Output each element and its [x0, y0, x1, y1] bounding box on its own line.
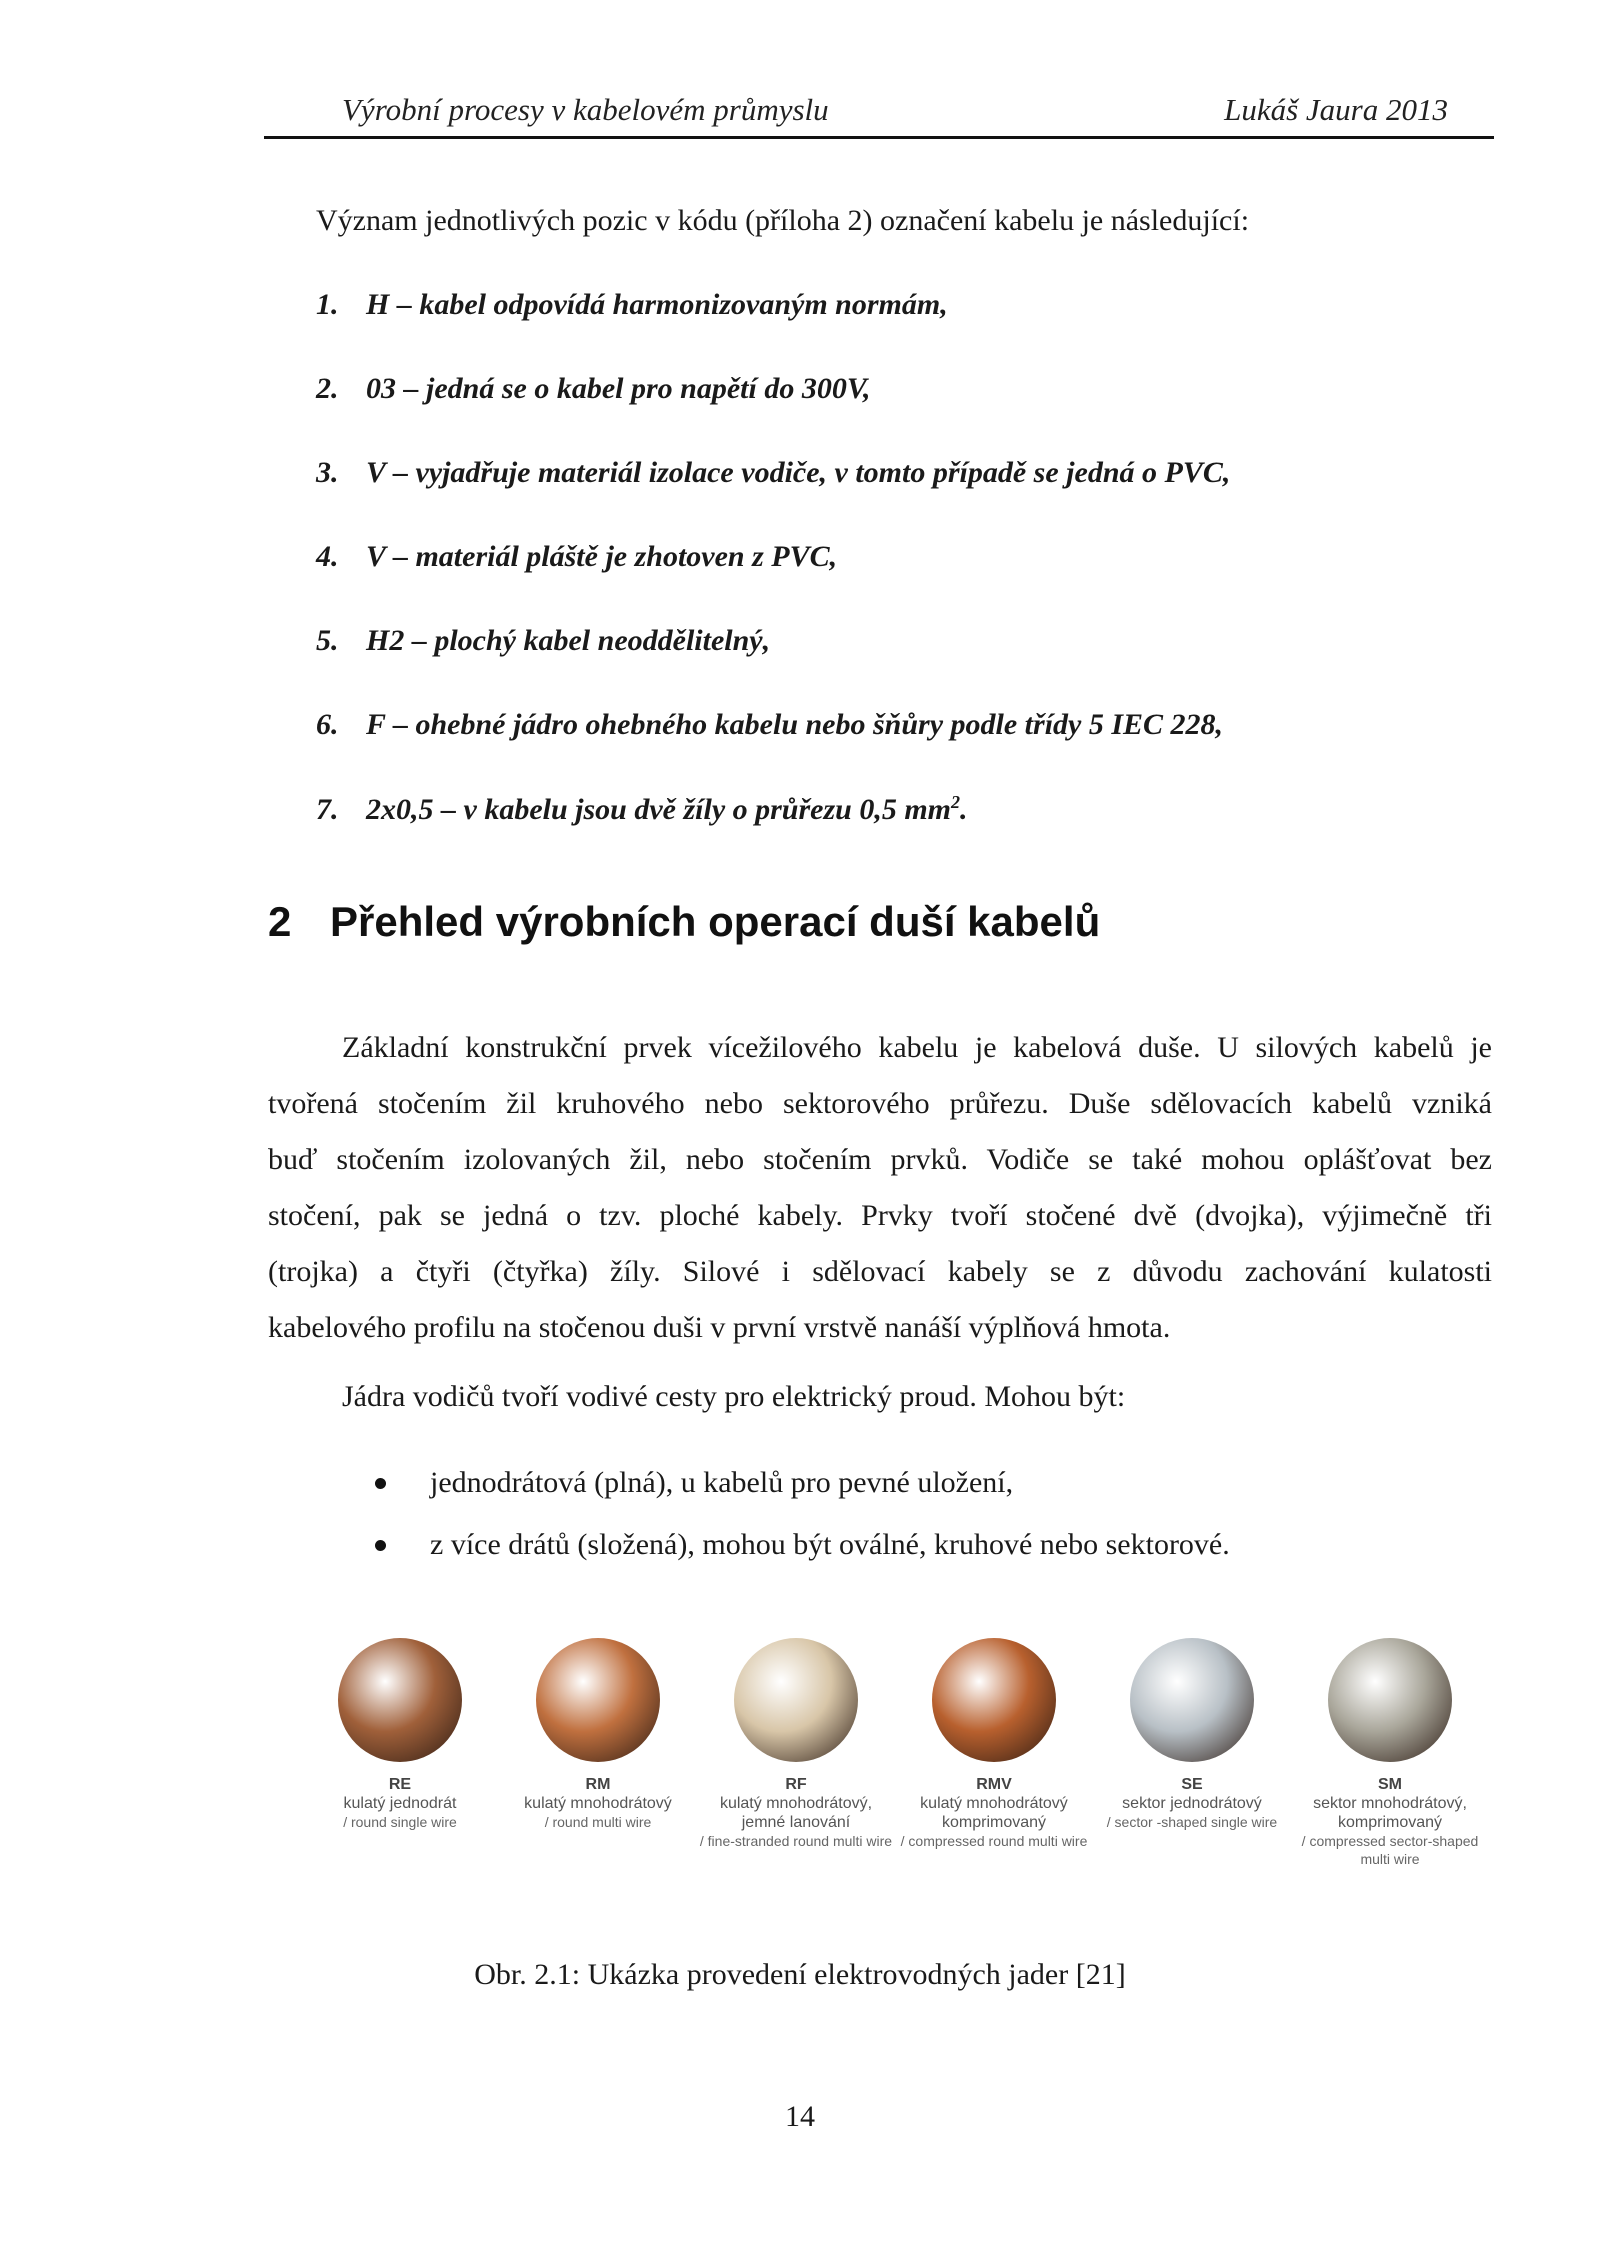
header-author-year: Lukáš Jaura 2013: [1224, 92, 1448, 127]
paragraph-line: kabelového profilu na stočenou duši v první vrstvě nanáší výplňová hmota.: [268, 1311, 1171, 1344]
figure-item: RF kulatý mnohodrátový, jemné lanování / fine-stranded round multi wire: [696, 1638, 896, 1850]
list-item: 7. 2x0,5 – v kabelu jsou dvě žíly o průřezu 0,5 $mm^2$.: [316, 792, 968, 826]
paragraph-line: tvořená stočením žil kruhového nebo sektorového průřezu. Duše sdělovacích kabelů vzniká: [268, 1087, 1492, 1120]
paragraph-line: Základní konstrukční prvek vícežilového kabelu je kabelová duše. U silových kabelů je: [342, 1031, 1492, 1064]
section-number: 2: [268, 898, 292, 945]
conductor-photo-icon: [338, 1638, 462, 1762]
page-number: 14: [785, 2100, 815, 2133]
list-item: 1. H – kabel odpovídá harmonizovaným normám,: [316, 288, 948, 321]
figure-item: RMV kulatý mnohodrátový komprimovaný / compressed round multi wire: [894, 1638, 1094, 1850]
list-item: 2. 03 – jedná se o kabel pro napětí do 300V,: [316, 372, 871, 405]
header-title: Výrobní procesy v kabelovém průmyslu: [342, 92, 829, 127]
figure-caption: Obr. 2.1: Ukázka provedení elektrovodných jader [21]: [474, 1958, 1126, 1991]
figure-item: RE kulatý jednodrát / round single wire: [300, 1638, 500, 1831]
paragraph-line: stočení, pak se jedná o tzv. ploché kabely. Prvky tvoří stočené dvě (dvojka), výjimečně tři: [268, 1199, 1492, 1232]
conductor-photo-icon: [1328, 1638, 1452, 1762]
bullet-icon: [375, 1540, 386, 1551]
section-heading: [268, 898, 1100, 946]
figure-item: SE sektor jednodrátový / sector -shaped single wire: [1092, 1638, 1292, 1831]
conductor-photo-icon: [1130, 1638, 1254, 1762]
bullet-list: [375, 1466, 1230, 1590]
conductor-photo-icon: [734, 1638, 858, 1762]
bullet-item: jednodrátová (plná), u kabelů pro pevné uložení,: [375, 1466, 1230, 1528]
conductor-photo-icon: [932, 1638, 1056, 1762]
list-item: 5. H2 – plochý kabel neoddělitelný,: [316, 624, 771, 657]
figure-item: SM sektor mnohodrátový, komprimovaný / compressed sector-shaped multi wire: [1290, 1638, 1490, 1868]
conductor-photo-icon: [536, 1638, 660, 1762]
header-rule: [264, 136, 1494, 139]
body-paragraph-2: Jádra vodičů tvoří vodivé cesty pro elektrický proud. Mohou být:: [342, 1380, 1126, 1413]
intro-text: Význam jednotlivých pozic v kódu (příloha 2) označení kabelu je následující:: [316, 204, 1250, 237]
figure-item: RM kulatý mnohodrátový / round multi wire: [498, 1638, 698, 1831]
list-item: 4. V – materiál pláště je zhotoven z PVC,: [316, 540, 838, 573]
section-title: Přehled výrobních operací duší kabelů: [330, 898, 1101, 945]
paragraph-line: (trojka) a čtyři (čtyřka) žíly. Silové i sdělovací kabely se z důvodu zachování kulatosti: [268, 1255, 1492, 1288]
bullet-icon: [375, 1478, 386, 1489]
conductor-figure: [300, 1638, 1480, 1898]
list-item: 6. F – ohebné jádro ohebného kabelu nebo šňůry podle třídy 5 IEC 228,: [316, 708, 1224, 741]
paragraph-line: buď stočením izolovaných žil, nebo stočením prvků. Vodiče se také mohou oplášťovat bez: [268, 1143, 1492, 1176]
bullet-item: z více drátů (složená), mohou být oválné, kruhové nebo sektorové.: [375, 1528, 1230, 1590]
body-paragraph: [268, 1020, 1492, 1356]
list-item: 3. V – vyjadřuje materiál izolace vodiče, v tomto případě se jedná o PVC,: [316, 456, 1231, 489]
code-list: [316, 288, 1230, 876]
